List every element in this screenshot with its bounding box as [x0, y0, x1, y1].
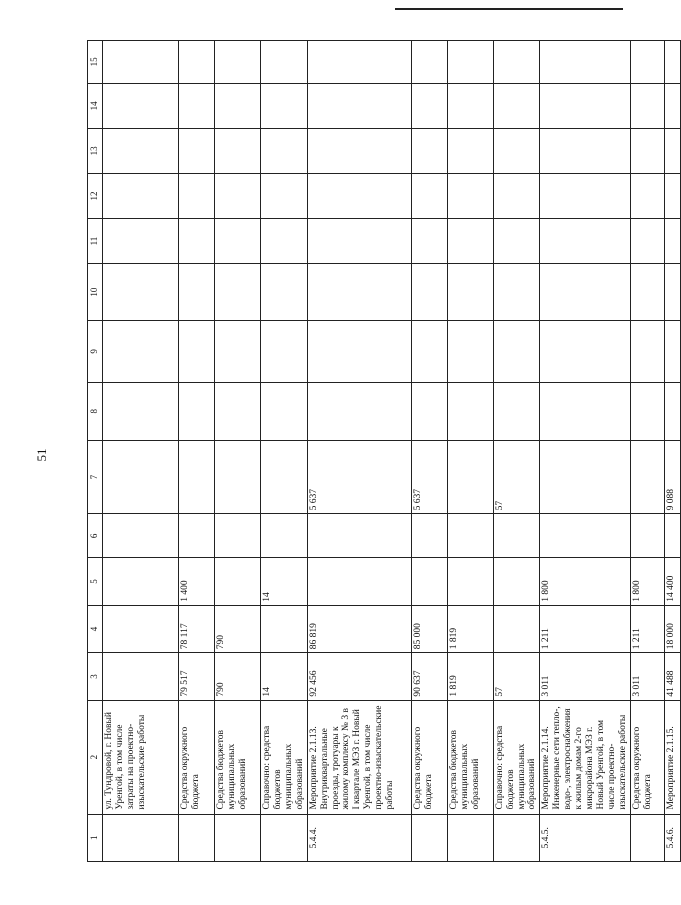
cell-col5: 14: [261, 558, 308, 605]
cell-col4: [493, 605, 540, 652]
col-header: 9: [88, 321, 103, 383]
col-header: 8: [88, 382, 103, 440]
row-code: 5.4.5.: [540, 814, 630, 861]
row-name: Средства окружного бюджета: [411, 700, 447, 814]
cell-col7: [630, 440, 664, 514]
cell-col6: [540, 514, 630, 558]
cell-col3: 3 011: [540, 653, 630, 700]
cell-col6: [447, 514, 493, 558]
cell-col7: [215, 440, 261, 514]
cell-col6: [493, 514, 540, 558]
cell-col6: [103, 514, 179, 558]
table-row: [179, 41, 215, 862]
header-rule: [395, 8, 623, 10]
cell-col3: 14: [261, 653, 308, 700]
cell-col5: [493, 558, 540, 605]
cell-col6: [664, 514, 680, 558]
cell-col3: 790: [215, 653, 261, 700]
cell-col4: 78 117: [179, 605, 215, 652]
table-row: [493, 41, 540, 862]
cell-col7: 5 637: [411, 440, 447, 514]
table-row: [215, 41, 261, 862]
cell-col3: 90 637: [411, 653, 447, 700]
cell-col5: 1 800: [540, 558, 630, 605]
cell-col4: 18 000: [664, 605, 680, 652]
cell-col7: 57: [493, 440, 540, 514]
col-header: 11: [88, 219, 103, 264]
cell-col3: 92 456: [307, 653, 411, 700]
table-row: [411, 41, 447, 862]
row-code: [630, 814, 664, 861]
cell-col6: [630, 514, 664, 558]
col-header: 4: [88, 605, 103, 652]
col-header: 14: [88, 83, 103, 128]
col-header: 12: [88, 173, 103, 218]
table-row: [261, 41, 308, 862]
cell-col3: 79 517: [179, 653, 215, 700]
cell-col7: [103, 440, 179, 514]
row-name: Справочно: средства бюджетов муниципальных образований: [261, 700, 308, 814]
table-row: [630, 41, 664, 862]
table-row: [540, 41, 630, 862]
cell-col4: 1 819: [447, 605, 493, 652]
cell-col6: [261, 514, 308, 558]
row-name: Средства окружного бюджета: [630, 700, 664, 814]
table-row: [307, 41, 411, 862]
cell-col5: [307, 558, 411, 605]
cell-col4: 86 819: [307, 605, 411, 652]
cell-col5: [447, 558, 493, 605]
row-code: [447, 814, 493, 861]
row-name: Мероприятие 2.1.15.: [664, 700, 680, 814]
row-code: [215, 814, 261, 861]
cell-col7: 5 637: [307, 440, 411, 514]
cell-col7: [179, 440, 215, 514]
cell-col6: [215, 514, 261, 558]
col-header: 5: [88, 558, 103, 605]
col-header: 2: [88, 700, 103, 814]
row-code: 5.4.6.: [664, 814, 680, 861]
cell-col7: [447, 440, 493, 514]
column-number-row: [88, 41, 103, 862]
col-header: 6: [88, 514, 103, 558]
row-name: Мероприятие 2.1.14. Инженерные сети тепло-, водо-, электроснабжения к жилым домам 2-го микрорайона МЭЗ г. Новый Уренгой, в том числе проектно-изыскательские работы: [540, 700, 630, 814]
cell-col5: 1 800: [630, 558, 664, 605]
cell-col5: 1 400: [179, 558, 215, 605]
budget-table: [87, 40, 681, 862]
col-header: 1: [88, 814, 103, 861]
col-header: 15: [88, 41, 103, 84]
cell-col3: 57: [493, 653, 540, 700]
row-name: Средства окружного бюджета: [179, 700, 215, 814]
table-row: [103, 41, 179, 862]
cell-col7: [261, 440, 308, 514]
row-name: Средства бюджетов муниципальных образований: [447, 700, 493, 814]
table-row: [664, 41, 680, 862]
cell-col5: [103, 558, 179, 605]
cell-col4: 1 211: [540, 605, 630, 652]
cell-col3: [103, 653, 179, 700]
row-name: Справочно: средства бюджетов муниципальных образований: [493, 700, 540, 814]
cell-col4: [103, 605, 179, 652]
cell-col7: 9 088: [664, 440, 680, 514]
row-code: [179, 814, 215, 861]
cell-col7: [540, 440, 630, 514]
row-code: 5.4.4.: [307, 814, 411, 861]
row-code: [493, 814, 540, 861]
cell-col6: [411, 514, 447, 558]
col-header: 3: [88, 653, 103, 700]
rotated-table-wrapper: [87, 40, 676, 862]
cell-col6: [307, 514, 411, 558]
row-code: [411, 814, 447, 861]
row-name: ул. Тундровой, г. Новый Уренгой, в том числе затраты на проектно-изыскательские работы: [103, 700, 179, 814]
cell-col5: 14 400: [664, 558, 680, 605]
table-row: [447, 41, 493, 862]
cell-col5: [411, 558, 447, 605]
row-name: Средства бюджетов муниципальных образований: [215, 700, 261, 814]
cell-col3: 1 819: [447, 653, 493, 700]
page-number: 51: [34, 448, 49, 462]
cell-col3: 41 488: [664, 653, 680, 700]
cell-col4: [261, 605, 308, 652]
cell-col4: 1 211: [630, 605, 664, 652]
row-code: [103, 814, 179, 861]
row-code: [261, 814, 308, 861]
cell-col4: 85 000: [411, 605, 447, 652]
col-header: 13: [88, 128, 103, 173]
cell-col5: [215, 558, 261, 605]
col-header: 7: [88, 440, 103, 514]
cell-col6: [179, 514, 215, 558]
cell-col4: 790: [215, 605, 261, 652]
col-header: 10: [88, 264, 103, 321]
cell-col3: 3 011: [630, 653, 664, 700]
row-name: Мероприятие 2.1.13. Внутриквартальные проезды, тротуары к жилому комплексу № 3 в I квартале МЭЗ г. Новый Уренгой, в том числе проектно-изыскательские работы: [307, 700, 411, 814]
